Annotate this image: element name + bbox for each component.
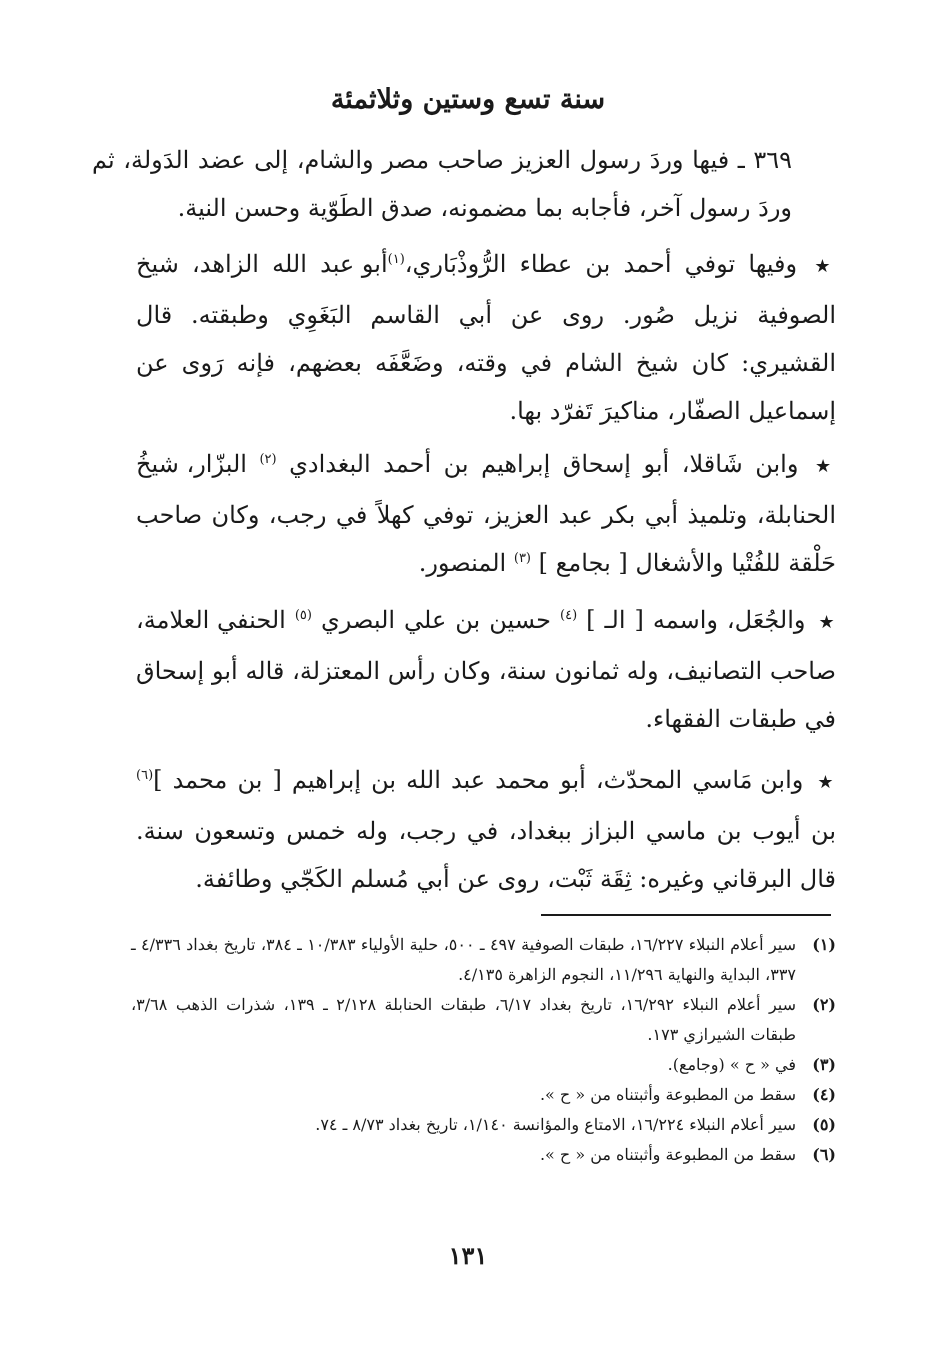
footnote-text: سير أعلام النبلاء ١٦/٢٢٤، الامتاع والمؤانسة ١/١٤٠، تاريخ بغداد ٨/٧٣ ـ ٧٤. <box>315 1115 796 1134</box>
footnote-number: (٤) <box>812 1085 836 1104</box>
footnote-item <box>131 1140 836 1170</box>
footnote-number: (٦) <box>812 1145 836 1164</box>
footnote-item <box>131 930 836 990</box>
star-bullet-icon: ★ <box>814 456 836 477</box>
footnote-ref: (١) <box>387 252 405 267</box>
footnote-number: (٣) <box>812 1055 836 1074</box>
entry-paragraph-ibn-shaqla <box>136 440 836 587</box>
footnote-text: سير أعلام النبلاء ١٦/٢٩٢، تاريخ بغداد ٦/١٧، طبقات الحنابلة ٢/١٢٨ ـ ١٣٩، شذرات الذهب ٣/٦٨، طبقات الشيرازي ١٧٣. <box>131 995 796 1044</box>
entry-text: حسين بن علي البصري <box>320 606 551 634</box>
entry-text: أبو عبد الله الزاهد، شيخ الصوفية نزيل صُور. روى عن أبي القاسم البَغَوِي وطبقته. قال القشيري: كان شيخ الشام في وقته، وضَعَّفَه بعضهم، فإنه رَوى عن إسماعيل الصفّار، مناكيرَ تَفرّد بها. <box>136 250 836 425</box>
footnote-text: في « ح » (وجامع). <box>667 1055 796 1074</box>
footnote-ref: (٤) <box>560 608 578 623</box>
footnote-text: سقط من المطبوعة وأثبتناه من « ح ». <box>539 1145 796 1164</box>
entry-text: وابن شَاقلا، أبو إسحاق إبراهيم بن أحمد البغدادي <box>289 450 799 478</box>
footnote-text: سير أعلام النبلاء ١٦/٢٢٧، طبقات الصوفية ٤٩٧ ـ ٥٠٠، حلية الأولياء ١٠/٣٨٣ ـ ٣٨٤، تاريخ بغداد ٤/٣٣٦ ـ ٣٣٧، البداية والنهاية ١١/٢٩٦، النجوم الزاهرة ٤/١٣٥. <box>131 935 797 984</box>
entry-paragraph-ibn-masi <box>136 756 836 903</box>
footnote-divider <box>541 914 831 916</box>
footnote-item <box>131 1050 836 1080</box>
entry-text: البزّار، شيخُ الحنابلة، وتلميذ أبي بكر عبد العزيز، توفي كهلاً في رجب، وكان صاحب حَلْقة للفُتْيا والأشغال [ بجامع ] <box>136 450 836 577</box>
entry-text: بن أيوب بن ماسي البزاز ببغداد، في رجب، وله خمس وتسعون سنة. قال البرقاني وغيره: ثِقَة ثَبْت، روى عن أبي مُسلم الكَجّي وطائفة. <box>136 817 836 893</box>
footnote-text: سقط من المطبوعة وأثبتناه من « ح ». <box>539 1085 796 1104</box>
footnote-ref: (٢) <box>259 452 277 467</box>
footnote-ref: (٥) <box>294 608 312 623</box>
footnote-item <box>131 1110 836 1140</box>
entry-paragraph-rudhbari <box>136 240 836 435</box>
footnote-ref: (٦) <box>136 768 154 783</box>
footnote-number: (٥) <box>812 1115 836 1134</box>
entry-text: الحنفي العلامة، صاحب التصانيف، وله ثمانون سنة، وكان رأس المعتزلة، قاله أبو إسحاق في طبقات الفقهاء. <box>136 606 836 733</box>
entry-text: المنصور. <box>418 549 507 577</box>
footnote-item <box>131 1080 836 1110</box>
entry-text: وابن مَاسي المحدّث، أبو محمد عبد الله بن إبراهيم [ بن محمد ] <box>153 766 804 794</box>
star-bullet-icon: ★ <box>817 772 836 793</box>
footnote-number: (١) <box>812 935 836 954</box>
page-title: سنة تسع وستين وثلاثمئة <box>330 84 606 115</box>
page-number: ١٣١ <box>448 1241 488 1270</box>
intro-paragraph: ٣٦٩ ـ فيها وردَ رسول العزيز صاحب مصر والشام، إلى عضد الدَولة، ثم وردَ رسول آخر، فأجابه بما مضمونه، صدق الطَوّية وحسن النية. <box>92 146 792 222</box>
footnote-ref: (٣) <box>513 551 531 566</box>
footnote-item <box>131 990 836 1050</box>
entry-text: والجُعَل، واسمه [ الـ ] <box>586 606 806 634</box>
entry-paragraph-al-jual <box>136 596 836 743</box>
star-bullet-icon: ★ <box>818 612 836 633</box>
entry-text: وفيها توفي أحمد بن عطاء الرُّوذْبَاري، <box>404 250 798 278</box>
star-bullet-icon: ★ <box>814 256 837 277</box>
footnote-number: (٢) <box>812 995 836 1014</box>
footnotes-list <box>131 930 836 1170</box>
